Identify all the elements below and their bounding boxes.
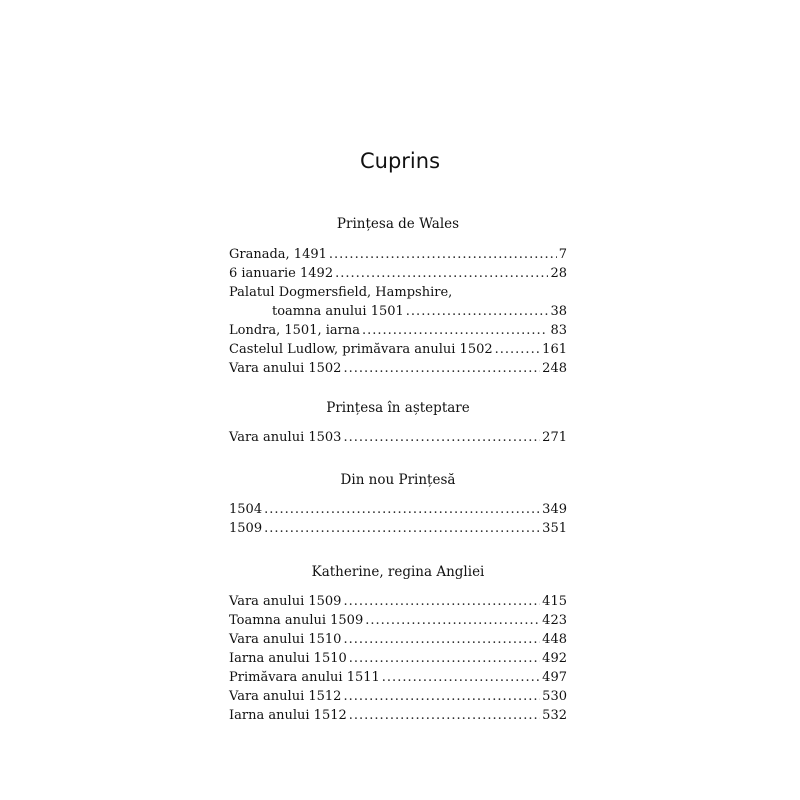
dot-leader	[264, 519, 540, 538]
toc-entry-page: 7	[558, 247, 567, 262]
dot-leader	[382, 668, 540, 687]
toc-entry-label: Iarna anului 1512	[229, 708, 347, 723]
dot-leader	[343, 687, 540, 706]
dot-leader	[406, 302, 549, 321]
toc-entry[interactable]	[229, 359, 567, 378]
toc-entry-label: Granada, 1491	[229, 247, 327, 262]
part-entries-printesa-de-wales	[229, 245, 567, 378]
toc-entry-page: 530	[542, 689, 567, 704]
toc-entry[interactable]	[229, 649, 567, 668]
toc-entry[interactable]	[229, 611, 567, 630]
toc-entry-page: 497	[542, 670, 567, 685]
part-heading-katherine-regina-angliei: Katherine, regina Angliei	[311, 564, 485, 580]
dot-leader	[343, 359, 540, 378]
toc-entry-label: 1504	[229, 502, 263, 517]
toc-entry-label: 1509	[229, 521, 263, 536]
toc-entry[interactable]	[229, 519, 567, 538]
toc-entry[interactable]	[229, 668, 567, 687]
toc-entry-page: 38	[550, 304, 567, 319]
dot-leader	[335, 264, 548, 283]
toc-entry-label: Vara anului 1502	[229, 361, 342, 376]
toc-entry[interactable]	[229, 500, 567, 519]
toc-entry-page: 28	[550, 266, 567, 281]
dot-leader	[343, 630, 540, 649]
toc-entry-label: Vara anului 1510	[229, 632, 342, 647]
toc-entry[interactable]	[229, 687, 567, 706]
toc-entry-label: Londra, 1501, iarna	[229, 323, 360, 338]
toc-entry[interactable]	[229, 428, 567, 447]
toc-entry-label: Vara anului 1512	[229, 689, 342, 704]
part-entries-din-nou-printesa	[229, 500, 567, 538]
toc-entry-page: 271	[542, 430, 567, 445]
toc-entry-label: Iarna anului 1510	[229, 651, 347, 666]
toc-entry-page: 532	[542, 708, 567, 723]
toc-entry-page: 492	[542, 651, 567, 666]
toc-entry-page: 248	[542, 361, 567, 376]
toc-entry[interactable]	[229, 706, 567, 725]
toc-entry-label: Castelul Ludlow, primăvara anului 1502	[229, 342, 493, 357]
toc-entry[interactable]	[229, 264, 567, 283]
part-heading-printesa-de-wales: Prințesa de Wales	[336, 216, 460, 232]
page-title: Cuprins	[359, 149, 441, 173]
toc-entry[interactable]	[229, 321, 567, 340]
dot-leader	[329, 245, 557, 264]
toc-entry-page: 161	[542, 342, 567, 357]
part-entries-katherine-regina-angliei	[229, 592, 567, 725]
part-heading-printesa-in-asteptare: Prințesa în așteptare	[326, 400, 470, 416]
part-entries-printesa-in-asteptare	[229, 428, 567, 447]
toc-entry[interactable]	[229, 630, 567, 649]
toc-entry-label: Toamna anului 1509	[229, 613, 364, 628]
toc-entry-page: 349	[542, 502, 567, 517]
toc-entry[interactable]	[229, 245, 567, 264]
toc-entry-page: 415	[542, 594, 567, 609]
dot-leader	[362, 321, 548, 340]
toc-entry-label: 6 ianuarie 1492	[229, 266, 334, 281]
toc-entry[interactable]	[229, 283, 567, 321]
toc-entry[interactable]	[229, 592, 567, 611]
dot-leader	[495, 340, 541, 359]
dot-leader	[343, 428, 540, 447]
toc-entry-page: 83	[550, 323, 567, 338]
toc-entry-page: 423	[542, 613, 567, 628]
dot-leader	[264, 500, 540, 519]
toc-entry-label: toamna anului 1501	[272, 304, 404, 319]
toc-entry-label: Vara anului 1509	[229, 594, 342, 609]
dot-leader	[365, 611, 540, 630]
toc-entry-label-line1: Palatul Dogmersfield, Hampshire,	[229, 285, 453, 300]
dot-leader	[349, 706, 540, 725]
dot-leader	[343, 592, 540, 611]
part-heading-din-nou-printesa: Din nou Prințesă	[340, 472, 456, 488]
dot-leader	[349, 649, 540, 668]
toc-entry-label: Primăvara anului 1511	[229, 670, 380, 685]
toc-entry-page: 448	[542, 632, 567, 647]
toc-entry-page: 351	[542, 521, 567, 536]
toc-entry-label: Vara anului 1503	[229, 430, 342, 445]
toc-entry[interactable]	[229, 340, 567, 359]
